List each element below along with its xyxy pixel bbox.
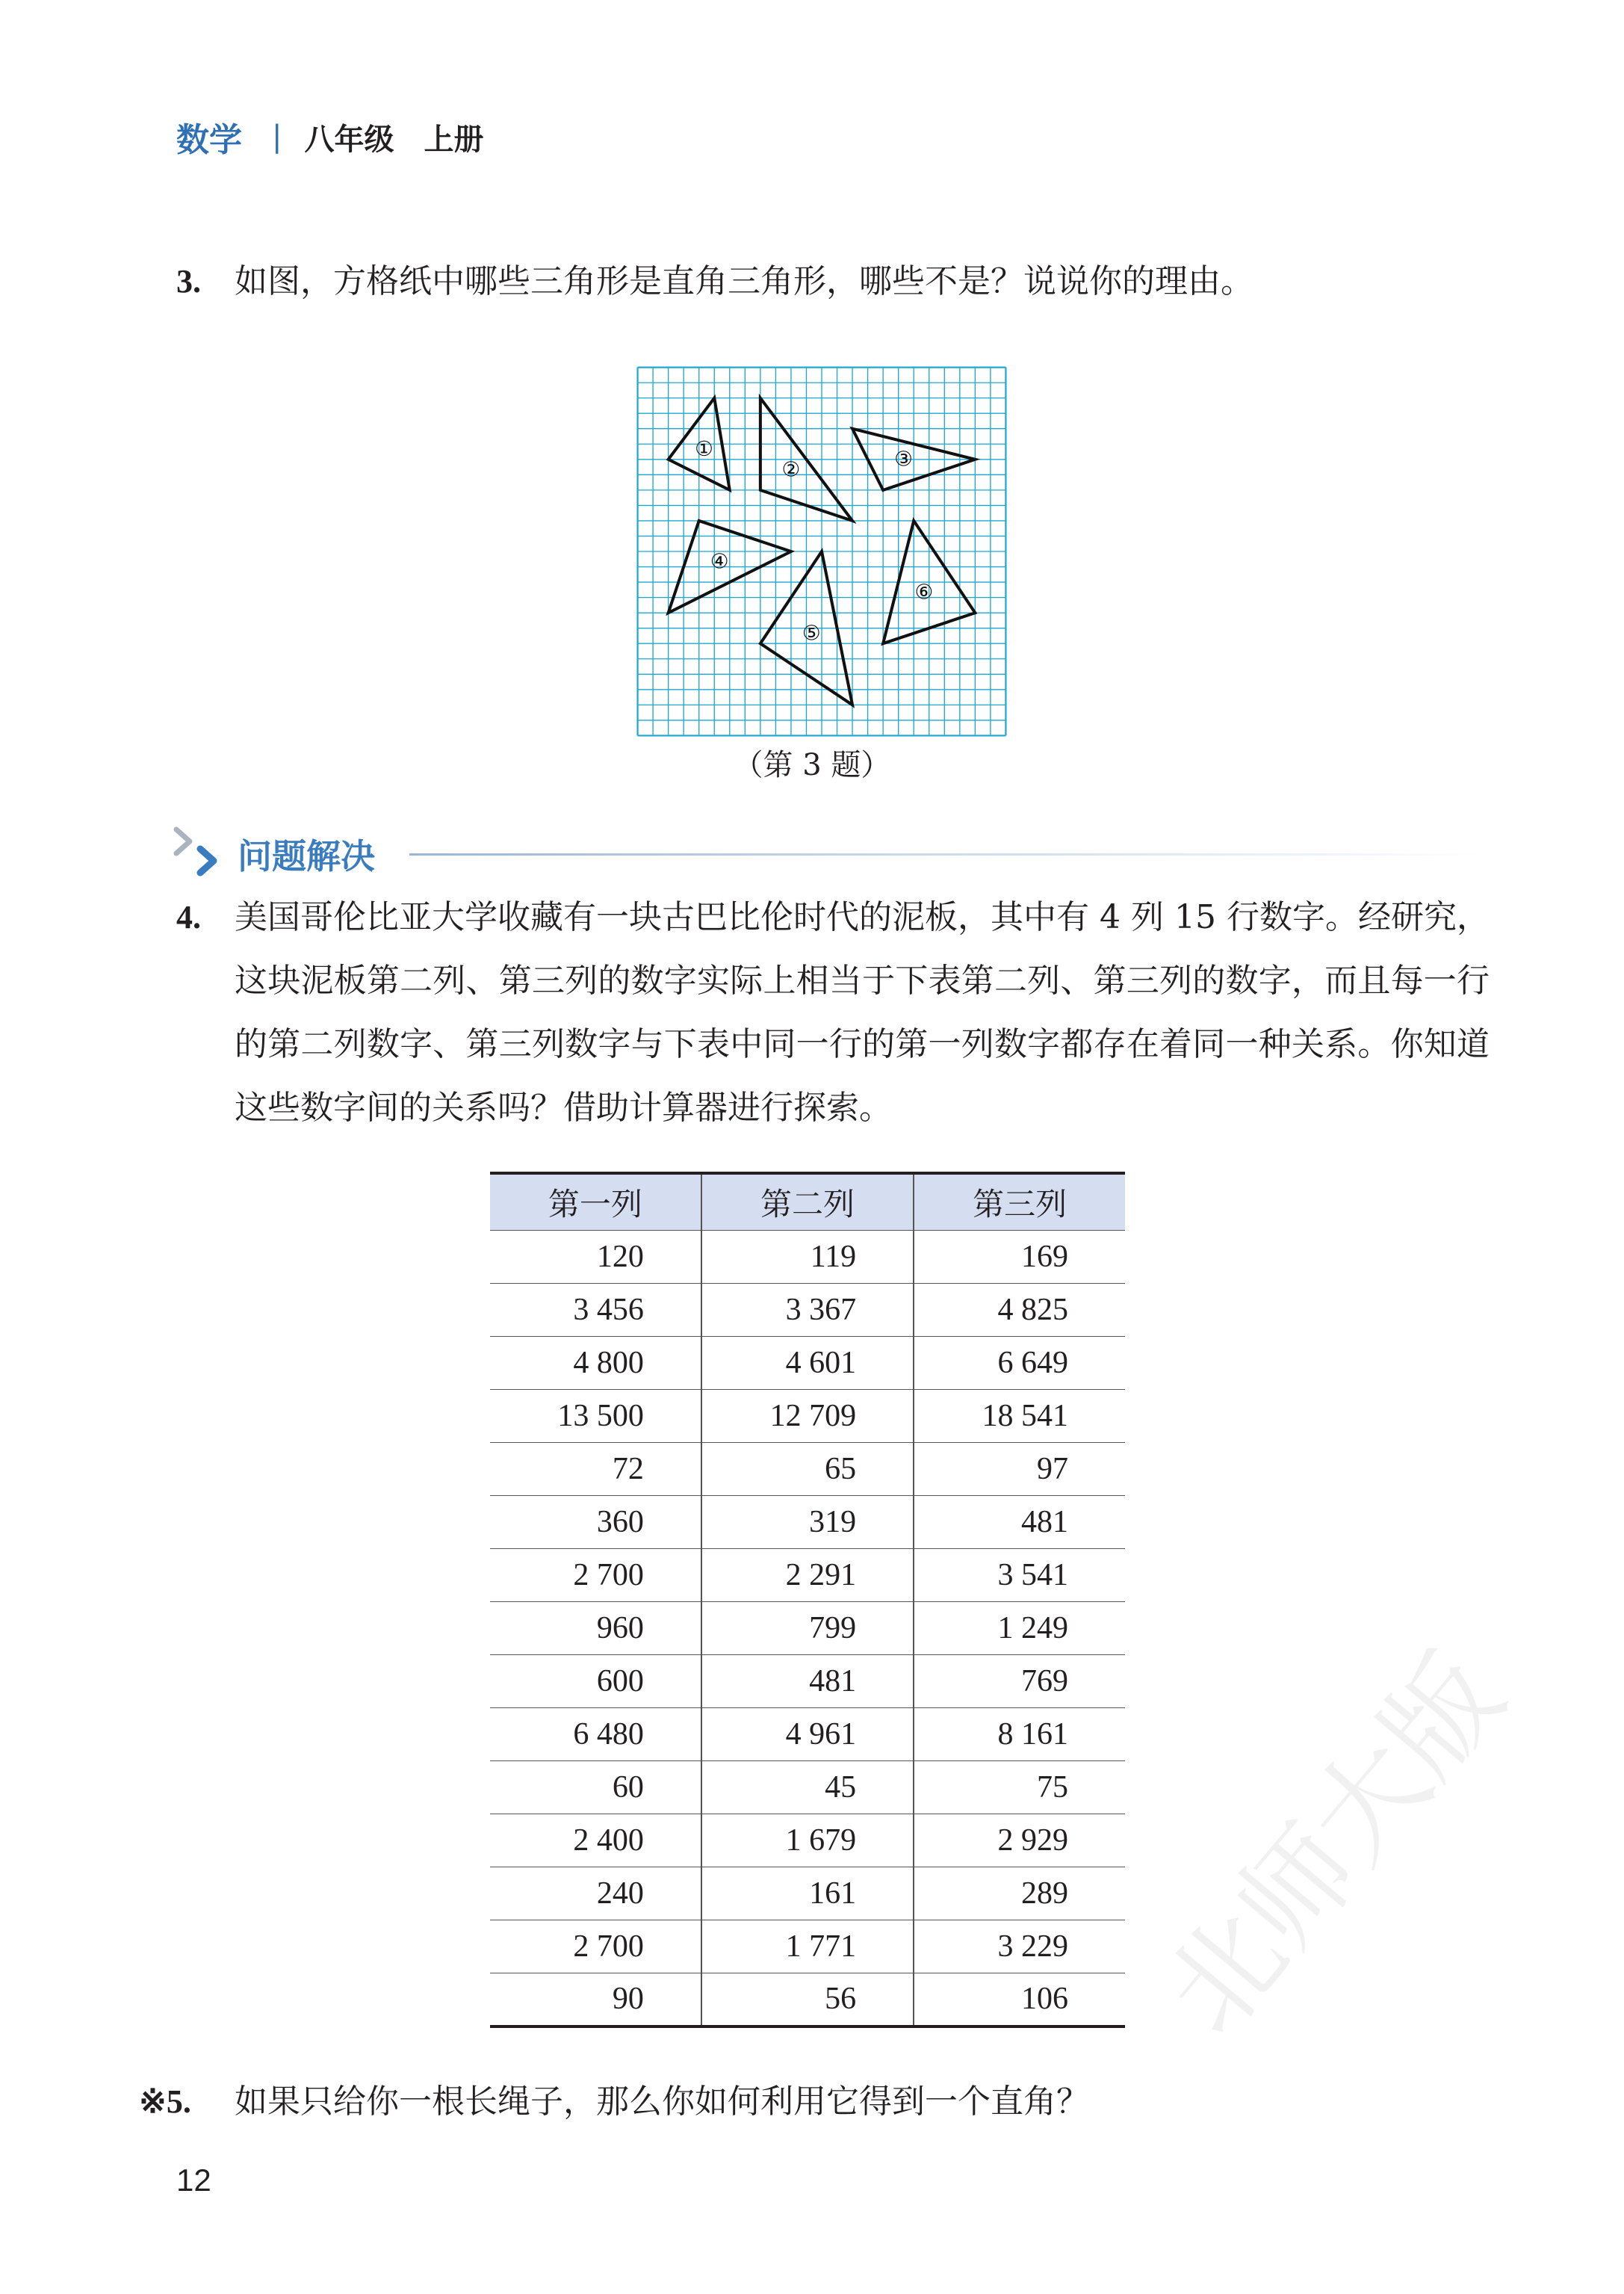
table-cell: 1 771 xyxy=(701,1920,914,1973)
table-cell: 106 xyxy=(914,1973,1125,2026)
chevron-icon xyxy=(170,823,230,883)
table-cell: 65 xyxy=(701,1443,914,1496)
table-row xyxy=(490,1761,1125,1814)
table-cell: 6 649 xyxy=(914,1337,1125,1390)
table-cell: 2 700 xyxy=(490,1549,701,1602)
table-cell: 4 800 xyxy=(490,1337,701,1390)
table-cell: 45 xyxy=(701,1761,914,1814)
header-divider: | xyxy=(272,120,282,154)
table-cell: 481 xyxy=(701,1655,914,1708)
section-rule xyxy=(409,853,1485,856)
table-cell: 4 601 xyxy=(701,1337,914,1390)
problem-5-number: ※5. xyxy=(139,2083,191,2120)
figure-caption: （第 3 题） xyxy=(733,748,891,782)
problem-3-text: 如图，方格纸中哪些三角形是直角三角形，哪些不是？说说你的理由。 xyxy=(235,262,1253,300)
table-cell: 1 679 xyxy=(701,1814,914,1867)
subject-title: 数学 xyxy=(176,121,242,159)
triangle-label-5: ⑤ xyxy=(802,620,821,646)
table-row xyxy=(490,1443,1125,1496)
table-cell: 3 367 xyxy=(701,1284,914,1337)
table-cell: 2 400 xyxy=(490,1814,701,1867)
table-row xyxy=(490,1973,1125,2026)
table-cell: 6 480 xyxy=(490,1708,701,1761)
babylonian-numbers-table xyxy=(490,1172,1125,2028)
table-cell: 97 xyxy=(914,1443,1125,1496)
problem-4 xyxy=(176,885,1491,1127)
triangle-label-6: ⑥ xyxy=(914,579,934,605)
table-cell: 60 xyxy=(490,1761,701,1814)
table-cell: 4 961 xyxy=(701,1708,914,1761)
table-cell: 799 xyxy=(701,1602,914,1655)
data-table xyxy=(490,1172,1125,2028)
table-cell: 13 500 xyxy=(490,1390,701,1443)
table-cell: 90 xyxy=(490,1973,701,2026)
table-row xyxy=(490,1337,1125,1390)
table-header-row xyxy=(490,1173,1125,1231)
section-heading xyxy=(170,823,1455,883)
table-cell: 1 249 xyxy=(914,1602,1125,1655)
table-cell: 3 541 xyxy=(914,1549,1125,1602)
table-cell: 12 709 xyxy=(701,1390,914,1443)
grade-label: 八年级 上册 xyxy=(304,122,484,157)
table-cell: 2 700 xyxy=(490,1920,701,1973)
table-body xyxy=(490,1231,1125,2026)
column-header-3: 第三列 xyxy=(914,1173,1125,1231)
table-cell: 3 229 xyxy=(914,1920,1125,1973)
problem-3 xyxy=(176,250,1491,313)
table-row xyxy=(490,1549,1125,1602)
table-row xyxy=(490,1708,1125,1761)
table-cell: 8 161 xyxy=(914,1708,1125,1761)
column-header-1: 第一列 xyxy=(490,1173,701,1231)
table-cell: 600 xyxy=(490,1655,701,1708)
table-cell: 2 291 xyxy=(701,1549,914,1602)
triangle-label-2: ② xyxy=(781,457,801,482)
table-row xyxy=(490,1814,1125,1867)
table-row xyxy=(490,1390,1125,1443)
table-row xyxy=(490,1496,1125,1549)
table-cell: 240 xyxy=(490,1867,701,1920)
table-cell: 360 xyxy=(490,1496,701,1549)
table-cell: 169 xyxy=(914,1231,1125,1284)
table-cell: 319 xyxy=(701,1496,914,1549)
table-cell: 119 xyxy=(701,1231,914,1284)
triangle-label-1: ① xyxy=(695,436,713,462)
problem-4-text: 美国哥伦比亚大学收藏有一块古巴比伦时代的泥板，其中有 4 列 15 行数字。经研究，这块泥板第二列、第三列的数字实际上相当于下表第二列、第三列的数字，而且每一行的第二列数字、第三列数字与下表中同一行的第一列数字都存在着同一种关系。你知道这些数字间的关系吗？借助计算器进行探索。 xyxy=(235,898,1490,1127)
page-number: 12 xyxy=(176,2162,211,2198)
table-cell: 3 456 xyxy=(490,1284,701,1337)
table-row xyxy=(490,1284,1125,1337)
table-cell: 960 xyxy=(490,1602,701,1655)
triangle-grid-figure xyxy=(635,365,1008,738)
table-cell: 75 xyxy=(914,1761,1125,1814)
table-cell: 120 xyxy=(490,1231,701,1284)
problem-5 xyxy=(139,2070,1454,2133)
problem-5-text: 如果只给你一根长绳子，那么你如何利用它得到一个直角？ xyxy=(235,2083,1089,2121)
table-cell: 289 xyxy=(914,1867,1125,1920)
table-cell: 161 xyxy=(701,1867,914,1920)
table-row xyxy=(490,1867,1125,1920)
problem-4-number: 4. xyxy=(176,899,201,936)
table-cell: 18 541 xyxy=(914,1390,1125,1443)
table-cell: 2 929 xyxy=(914,1814,1125,1867)
triangle-label-4: ④ xyxy=(710,548,729,574)
watermark: 北师大版 xyxy=(1140,1630,1528,2059)
table-row xyxy=(490,1655,1125,1708)
table-row xyxy=(490,1231,1125,1284)
table-cell: 4 825 xyxy=(914,1284,1125,1337)
problem-3-number: 3. xyxy=(176,263,201,300)
table-cell: 72 xyxy=(490,1443,701,1496)
column-header-2: 第二列 xyxy=(701,1173,914,1231)
table-cell: 481 xyxy=(914,1496,1125,1549)
table-row xyxy=(490,1602,1125,1655)
table-cell: 56 xyxy=(701,1973,914,2026)
page-header xyxy=(176,111,483,163)
triangle-label-3: ③ xyxy=(894,446,913,472)
table-cell: 769 xyxy=(914,1655,1125,1708)
table-row xyxy=(490,1920,1125,1973)
section-title: 问题解决 xyxy=(238,836,375,877)
